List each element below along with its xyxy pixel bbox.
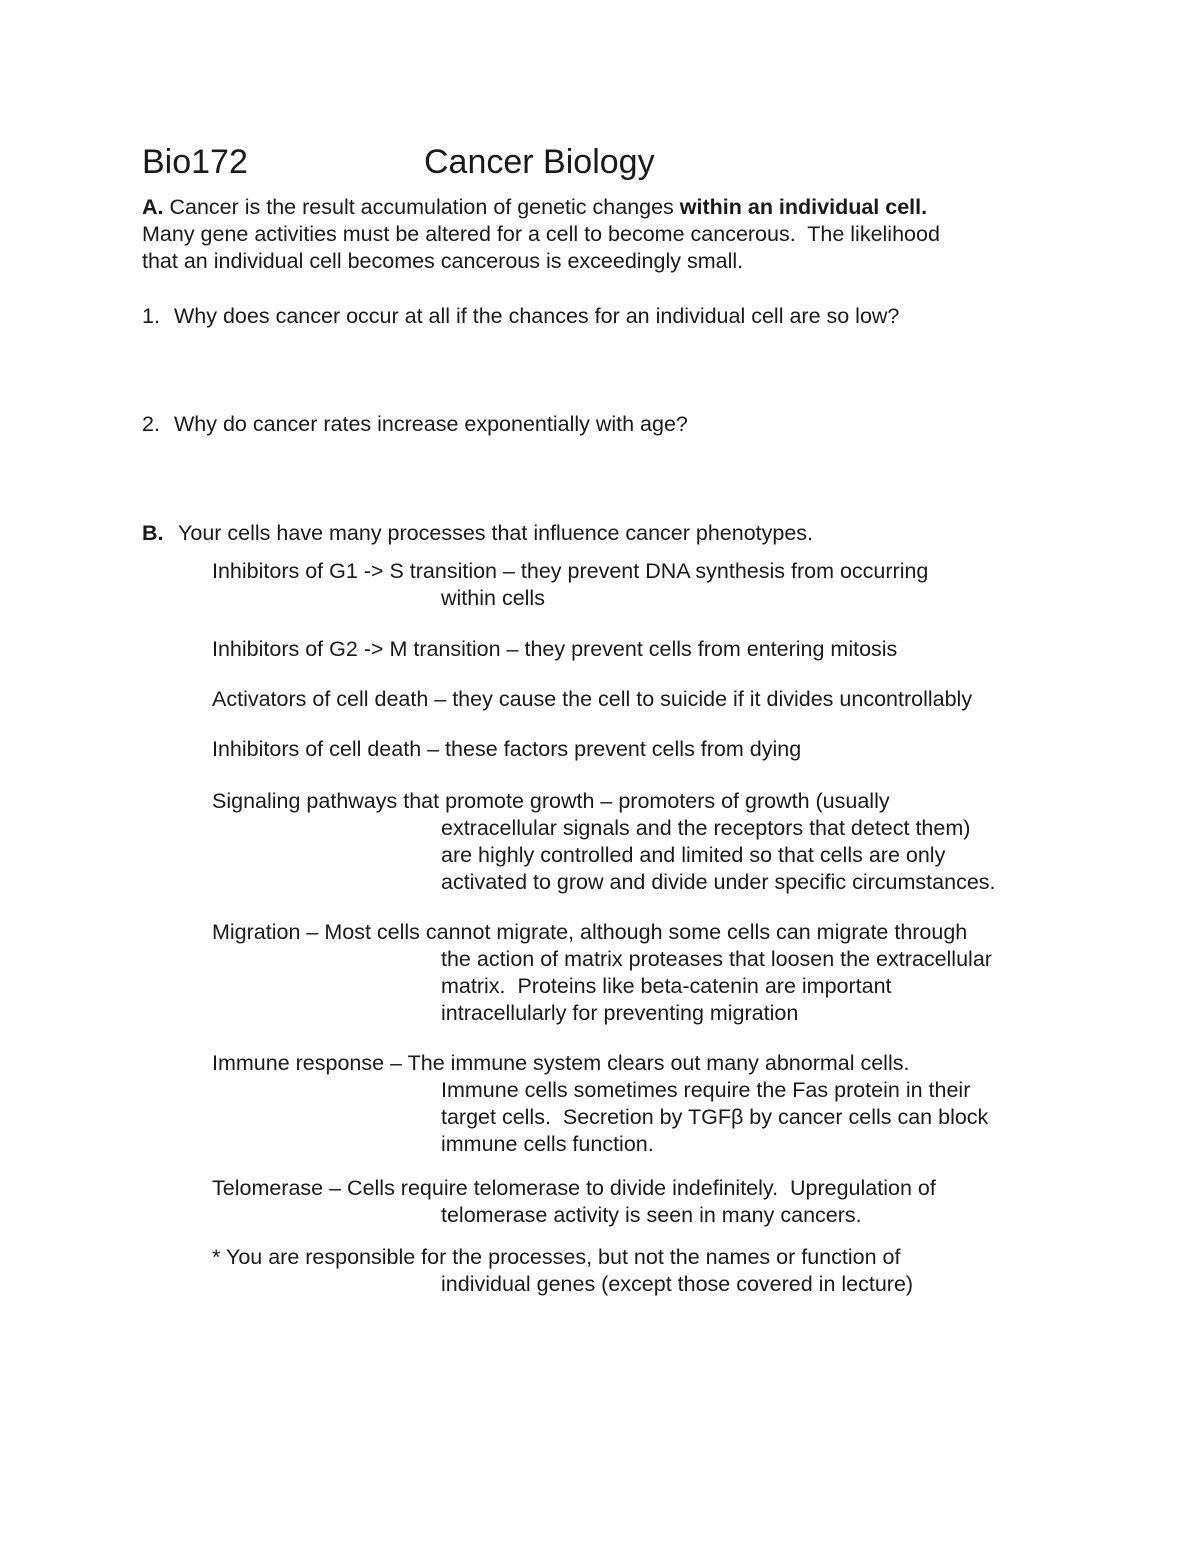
question-1: [142, 303, 899, 330]
process-item-continuation: are highly controlled and limited so that cells are only: [441, 843, 946, 867]
process-item-title: Migration – Most cells cannot migrate, although some cells can migrate through: [212, 920, 968, 944]
process-item-continuation: target cells. Secretion by TGFβ by cancer cells can block: [441, 1105, 989, 1129]
process-item-continuation: intracellularly for preventing migration: [441, 1001, 799, 1025]
process-item-title: Telomerase – Cells require telomerase to divide indefinitely. Upregulation of: [212, 1176, 936, 1200]
process-item-continuation: extracellular signals and the receptors that detect them): [441, 816, 971, 840]
section-a-line-1: [142, 194, 1062, 221]
document-title: Cancer Biology: [424, 143, 655, 181]
question-2: [142, 411, 688, 438]
section-a-line-3: that an individual cell becomes cancerous is exceedingly small.: [142, 249, 744, 273]
section-b-letter: B.: [142, 521, 164, 545]
question-number: 2.: [142, 412, 160, 436]
process-item-continuation: the action of matrix proteases that loosen the extracellular: [441, 947, 992, 971]
process-item-continuation: within cells: [441, 586, 545, 610]
section-a-letter: A.: [142, 195, 164, 219]
footnote: [212, 1244, 1112, 1298]
section-a-bold-text: within an individual cell.: [679, 195, 928, 219]
process-item-continuation: telomerase activity is seen in many cancers.: [441, 1203, 862, 1227]
process-item: [212, 558, 1112, 612]
section-a-paragraph: [142, 194, 1062, 275]
footnote-text: * You are responsible for the processes, but not the names or function of: [212, 1245, 901, 1269]
process-item-title: Immune response – The immune system clears out many abnormal cells.: [212, 1051, 910, 1075]
process-item-title: Activators of cell death – they cause the cell to suicide if it divides uncontrollably: [212, 687, 973, 711]
section-a-line-2: Many gene activities must be altered for a cell to become cancerous. The likelihood: [142, 222, 940, 246]
process-item-title: Signaling pathways that promote growth – promoters of growth (usually: [212, 789, 890, 813]
process-item: [212, 736, 1112, 763]
course-code: Bio172: [142, 143, 248, 181]
process-item: [212, 686, 1112, 713]
process-item-title: Inhibitors of G2 -> M transition – they prevent cells from entering mitosis: [212, 637, 898, 661]
process-item-title: Inhibitors of cell death – these factors prevent cells from dying: [212, 737, 802, 761]
process-item-continuation: Immune cells sometimes require the Fas protein in their: [441, 1078, 971, 1102]
process-item: [212, 636, 1112, 663]
question-text: Why do cancer rates increase exponentially with age?: [174, 412, 688, 436]
process-item-continuation: immune cells function.: [441, 1132, 654, 1156]
question-number: 1.: [142, 304, 160, 328]
process-item: [212, 788, 1112, 896]
process-item: [212, 1050, 1112, 1158]
process-item: [212, 919, 1112, 1027]
process-item-continuation: activated to grow and divide under specific circumstances.: [441, 870, 996, 894]
process-item: [212, 1175, 1112, 1229]
section-b-intro-text: Your cells have many processes that influence cancer phenotypes.: [178, 521, 814, 545]
process-item-continuation: matrix. Proteins like beta-catenin are important: [441, 974, 892, 998]
section-a-text: Cancer is the result accumulation of genetic changes: [163, 195, 680, 219]
question-text: Why does cancer occur at all if the chances for an individual cell are so low?: [174, 304, 900, 328]
footnote-continuation: individual genes (except those covered in lecture): [441, 1272, 914, 1296]
section-b-intro: [142, 520, 813, 547]
process-item-title: Inhibitors of G1 -> S transition – they prevent DNA synthesis from occurring: [212, 559, 929, 583]
